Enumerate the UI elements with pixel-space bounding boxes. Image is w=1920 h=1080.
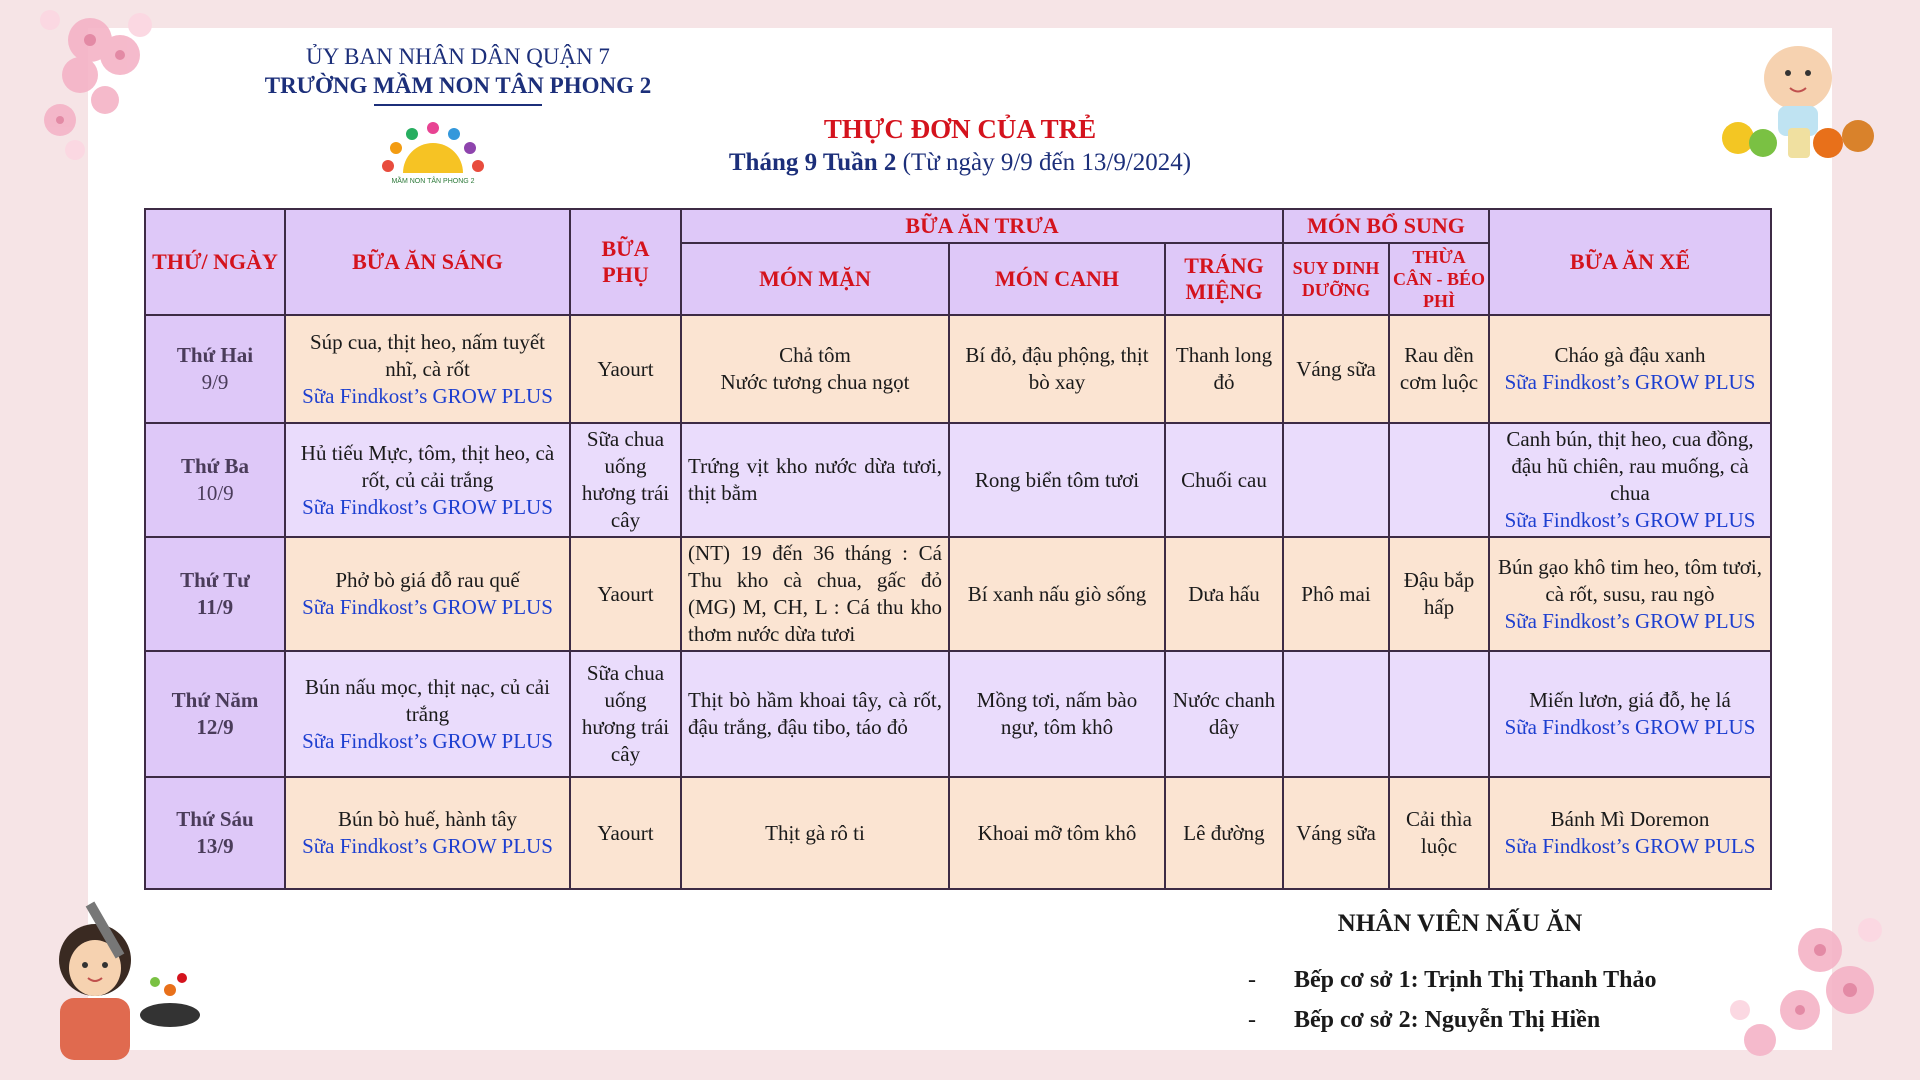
overweight-cell [1389,423,1489,537]
header-snack: BỮA PHỤ [570,209,681,315]
header-soup: MÓN CANH [949,243,1165,315]
afternoon-cell [1489,651,1771,777]
header-malnourished: SUY DINH DƯỠNG [1283,243,1389,315]
breakfast-dish: Bún bò huế, hành tây [337,807,518,831]
header-afternoon: BỮA ĂN XẾ [1489,209,1771,315]
menu-week-line [660,146,1260,180]
afternoon-cell [1489,315,1771,423]
date-range: (Từ ngày 9/9 đến 13/9/2024) [902,149,1192,176]
breakfast-dish: Phở bò giá đỗ rau quế [335,568,520,592]
header-dessert: TRÁNG MIỆNG [1165,243,1283,315]
breakfast-milk: Sữa Findkost’s GROW PLUS [302,383,553,408]
breakfast-cell [285,777,570,889]
snack-cell: Yaourt [570,315,681,423]
afternoon-cell [1489,423,1771,537]
soup-cell: Bí đỏ, đậu phộng, thịt bò xay [949,315,1165,423]
overweight-cell: Cải thìa luộc [1389,777,1489,889]
school-name: TRƯỜNG MẦM NON TÂN PHONG 2 [264,73,652,98]
malnourished-cell: Váng sữa [1283,777,1389,889]
logo-caption: MẦM NON TÂN PHONG 2 [391,178,475,185]
dessert-cell: Dưa hấu [1165,537,1283,651]
malnourished-cell: Phô mai [1283,537,1389,651]
day-date: 10/9 [196,481,234,505]
menu-title [660,112,1260,180]
day-name: Thứ Hai [176,343,254,367]
overweight-cell: Đậu bắp hấp [1389,537,1489,651]
kitchen-staff [1240,910,1760,1040]
breakfast-cell [285,315,570,423]
header-lunch: BỮA ĂN TRƯA [681,209,1283,243]
day-cell [145,537,285,651]
day-date: 11/9 [196,595,234,619]
table-row [145,777,1771,889]
afternoon-milk: Sữa Findkost’s GROW PLUS [1504,508,1756,532]
savory-cell: Chả tôm Nước tương chua ngọt [681,315,949,423]
afternoon-cell [1489,537,1771,651]
breakfast-dish: Hủ tiếu Mực, tôm, thịt heo, cà rốt, củ cải trắng [300,440,555,492]
baby-food-illustration [1708,18,1888,168]
snack-cell: Yaourt [570,777,681,889]
list-item [1240,960,1760,1000]
day-name: Thứ Năm [171,688,259,712]
day-cell [145,651,285,777]
overweight-cell [1389,651,1489,777]
list-item [1240,1000,1760,1040]
header-savory: MÓN MẶN [681,243,949,315]
rainbow-logo-icon [368,118,498,178]
header-supplement: MÓN BỔ SUNG [1283,209,1489,243]
school-underline [374,104,542,106]
weekly-menu-table [144,208,1772,890]
malnourished-cell [1283,423,1389,537]
school-header [258,42,658,106]
list-dash: - [1248,1007,1256,1033]
table-row [145,651,1771,777]
afternoon-dish: Bún gạo khô tim heo, tôm tươi, cà rốt, susu, rau ngò [1498,554,1762,606]
malnourished-cell: Váng sữa [1283,315,1389,423]
menu-main-title: THỰC ĐƠN CỦA TRẺ [823,114,1097,144]
table-row [145,423,1771,537]
afternoon-dish: Miến lươn, giá đỗ, hẹ lá [1529,688,1731,712]
day-date: 9/9 [201,370,229,394]
snack-cell: Sữa chua uống hương trái cây [570,423,681,537]
kitchen-2-staff: Bếp cơ sở 2: Nguyễn Thị Hiền [1294,1007,1601,1033]
dessert-cell: Nước chanh dây [1165,651,1283,777]
table-row [145,537,1771,651]
afternoon-milk: Sữa Findkost’s GROW PLUS [1504,370,1756,394]
soup-cell: Khoai mỡ tôm khô [949,777,1165,889]
savory-cell: Thịt bò hầm khoai tây, cà rốt, đậu trắng, đậu tibo, táo đỏ [681,651,949,777]
dessert-cell: Thanh long đỏ [1165,315,1283,423]
breakfast-cell [285,423,570,537]
breakfast-milk: Sữa Findkost’s GROW PLUS [302,728,553,753]
header-overweight: THỪA CÂN - BÉO PHÌ [1389,243,1489,315]
kitchen-list [1240,960,1760,1040]
savory-cell: Trứng vịt kho nước dừa tươi, thịt bằm [681,423,949,537]
breakfast-dish: Bún nấu mọc, thịt nạc, củ cải trắng [305,674,550,726]
day-cell [145,777,285,889]
afternoon-milk: Sữa Findkost’s GROW PLUS [1504,608,1756,633]
week-label: Tháng 9 Tuần 2 [728,149,897,176]
day-name: Thứ Tư [180,568,250,592]
day-name: Thứ Ba [180,454,250,478]
school-logo [368,118,498,192]
day-cell [145,315,285,423]
dessert-cell: Chuối cau [1165,423,1283,537]
soup-cell: Bí xanh nấu giò sống [949,537,1165,651]
flower-decoration-top-left [20,0,190,180]
snack-cell: Sữa chua uống hương trái cây [570,651,681,777]
kitchen-1-staff: Bếp cơ sở 1: Trịnh Thị Thanh Thảo [1294,967,1657,993]
dessert-cell: Lê đường [1165,777,1283,889]
afternoon-milk: Sữa Findkost’s GROW PULS [1504,834,1756,858]
district-name: ỦY BAN NHÂN DÂN QUẬN 7 [306,44,610,69]
savory-cell: Thịt gà rô ti [681,777,949,889]
day-date: 12/9 [196,715,234,739]
afternoon-cell [1489,777,1771,889]
breakfast-dish: Súp cua, thịt heo, nấm tuyết nhĩ, cà rốt [309,329,546,381]
breakfast-cell [285,651,570,777]
table-row [145,315,1771,423]
day-name: Thứ Sáu [176,807,254,831]
malnourished-cell [1283,651,1389,777]
overweight-cell: Rau dền cơm luộc [1389,315,1489,423]
day-cell [145,423,285,537]
snack-cell: Yaourt [570,537,681,651]
savory-cell: (NT) 19 đến 36 tháng : Cá Thu kho cà chua, gấc đỏ (MG) M, CH, L : Cá thu kho thơm nước dừa tươi [681,537,949,651]
staff-heading: NHÂN VIÊN NẤU ĂN [1337,910,1583,937]
breakfast-milk: Sữa Findkost’s GROW PLUS [302,494,553,519]
soup-cell: Mồng tơi, nấm bào ngư, tôm khô [949,651,1165,777]
breakfast-milk: Sữa Findkost’s GROW PLUS [302,595,553,619]
afternoon-milk: Sữa Findkost’s GROW PLUS [1504,715,1756,739]
list-dash: - [1248,967,1256,993]
breakfast-milk: Sữa Findkost’s GROW PLUS [302,834,553,858]
afternoon-dish: Cháo gà đậu xanh [1554,343,1706,367]
breakfast-cell [285,537,570,651]
afternoon-dish: Canh bún, thịt heo, cua đồng, đậu hũ chiên, rau muống, cà chua [1506,427,1754,505]
header-day: THỨ/ NGÀY [145,209,285,315]
soup-cell: Rong biển tôm tươi [949,423,1165,537]
day-date: 13/9 [196,834,234,858]
header-breakfast: BỮA ĂN SÁNG [285,209,570,315]
chef-woman-illustration [30,890,210,1070]
afternoon-dish: Bánh Mì Doremon [1550,807,1710,831]
